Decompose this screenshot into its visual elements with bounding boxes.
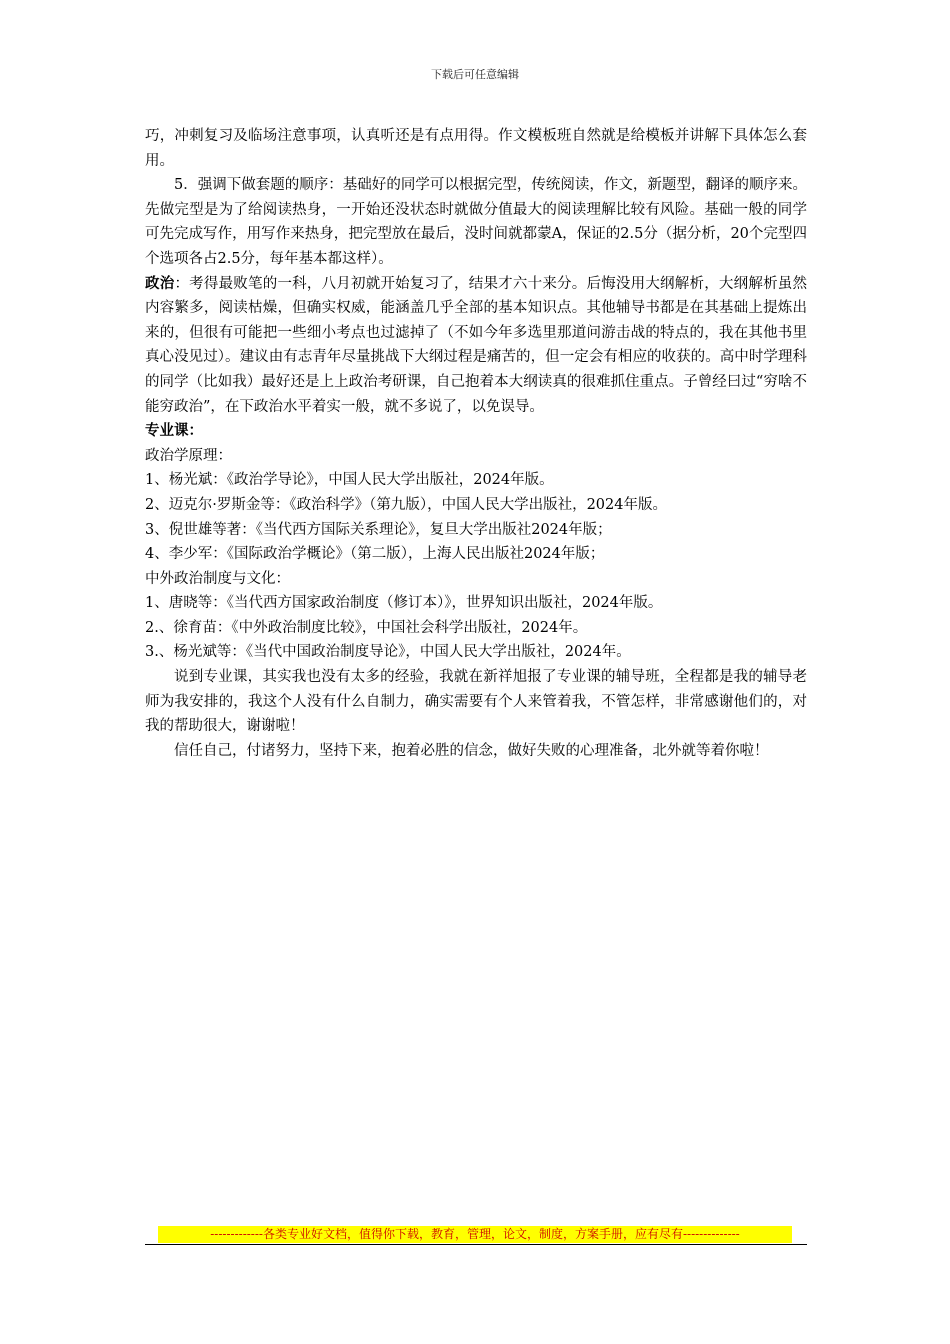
politics-label: 政治 [145,274,175,292]
paragraph-closing: 信任自己，付诸努力，坚持下来，抱着必胜的信念，做好失败的心理准备，北外就等着你啦！ [174,742,769,759]
paragraph-template-class: 巧，冲刺复习及临场注意事项，认真听还是有点用得。作文模板班自然就是给模板并讲解下具体怎么套用。 [145,128,807,169]
book-list-item: 4、李少军：《国际政治学概论》（第二版），上海人民出版社2024年版； [145,546,605,563]
paragraph-exam-order: 5．强调下做套题的顺序：基础好的同学可以根据完型，传统阅读，作文，新题型，翻译的顺序来。先做完型是为了给阅读热身，一开始还没状态时就做分值最大的阅读理解比较有风险。基础一般的同学可先完成写作，用写作来热身，把完型放在最后，没时间就都蒙A，保证的2.5分（据分析，20个完型四个选项各占2.5分，每年基本都这样）。 [145,177,807,267]
page-header: 下载后可任意编辑 [431,68,519,81]
section-title-political-theory: 政治学原理： [145,447,232,464]
book-list-item: 2、迈克尔·罗斯金等：《政治科学》（第九版），中国人民大学出版社，2024年版。 [145,496,667,513]
paragraph-major-course-experience: 说到专业课，其实我也没有太多的经验，我就在新祥旭报了专业课的辅导班，全程都是我的辅导老师为我安排的，我这个人没有什么自制力，确实需要有个人来管着我，不管怎样，非常感谢他们的，对我的帮助很大，谢谢啦！ [145,669,807,735]
book-list-item: 1、唐晓等：《当代西方国家政治制度（修订本）》，世界知识出版社，2024年版。 [145,595,663,612]
footer-banner: -------------各类专业好文档，值得你下载，教育，管理，论文，制度，方案手册，应有尽有-------------- [158,1226,792,1243]
paragraph-politics [145,272,807,420]
book-list-item: 3、倪世雄等著：《当代西方国际关系理论》，复旦大学出版社2024年版； [145,521,612,538]
book-list-item: 2.、徐育苗：《中外政治制度比较》，中国社会科学出版社，2024年。 [145,619,588,636]
section-title-political-systems: 中外政治制度与文化： [145,570,290,587]
book-list-item: 1、杨光斌：《政治学导论》，中国人民大学出版社，2024年版。 [145,472,554,489]
footer-divider [145,1244,807,1245]
politics-text: ：考得最败笔的一科，八月初就开始复习了，结果才六十来分。后悔没用大纲解析，大纲解析虽然内容繁多，阅读枯燥，但确实权威，能涵盖几乎全部的基本知识点。其他辅导书都是在其基础上提炼出来的，但很有可能把一些细小考点也过滤掉了（不如今年多选里那道问游击战的特点的，我在其他书里真心没见过）。建议由有志青年尽量挑战下大纲过程是痛苦的，但一定会有相应的收获的。高中时学理科的同学（比如我）最好还是上上政治考研课，自己抱着本大纲读真的很难抓住重点。子曾经曰过“穷啥不能穷政治”，在下政治水平着实一般，就不多说了，以免误导。 [145,275,808,415]
document-body [145,124,807,763]
major-course-heading: 专业课： [145,422,203,440]
book-list-item: 3.、杨光斌等：《当代中国政治制度导论》，中国人民大学出版社，2024年。 [145,644,631,661]
